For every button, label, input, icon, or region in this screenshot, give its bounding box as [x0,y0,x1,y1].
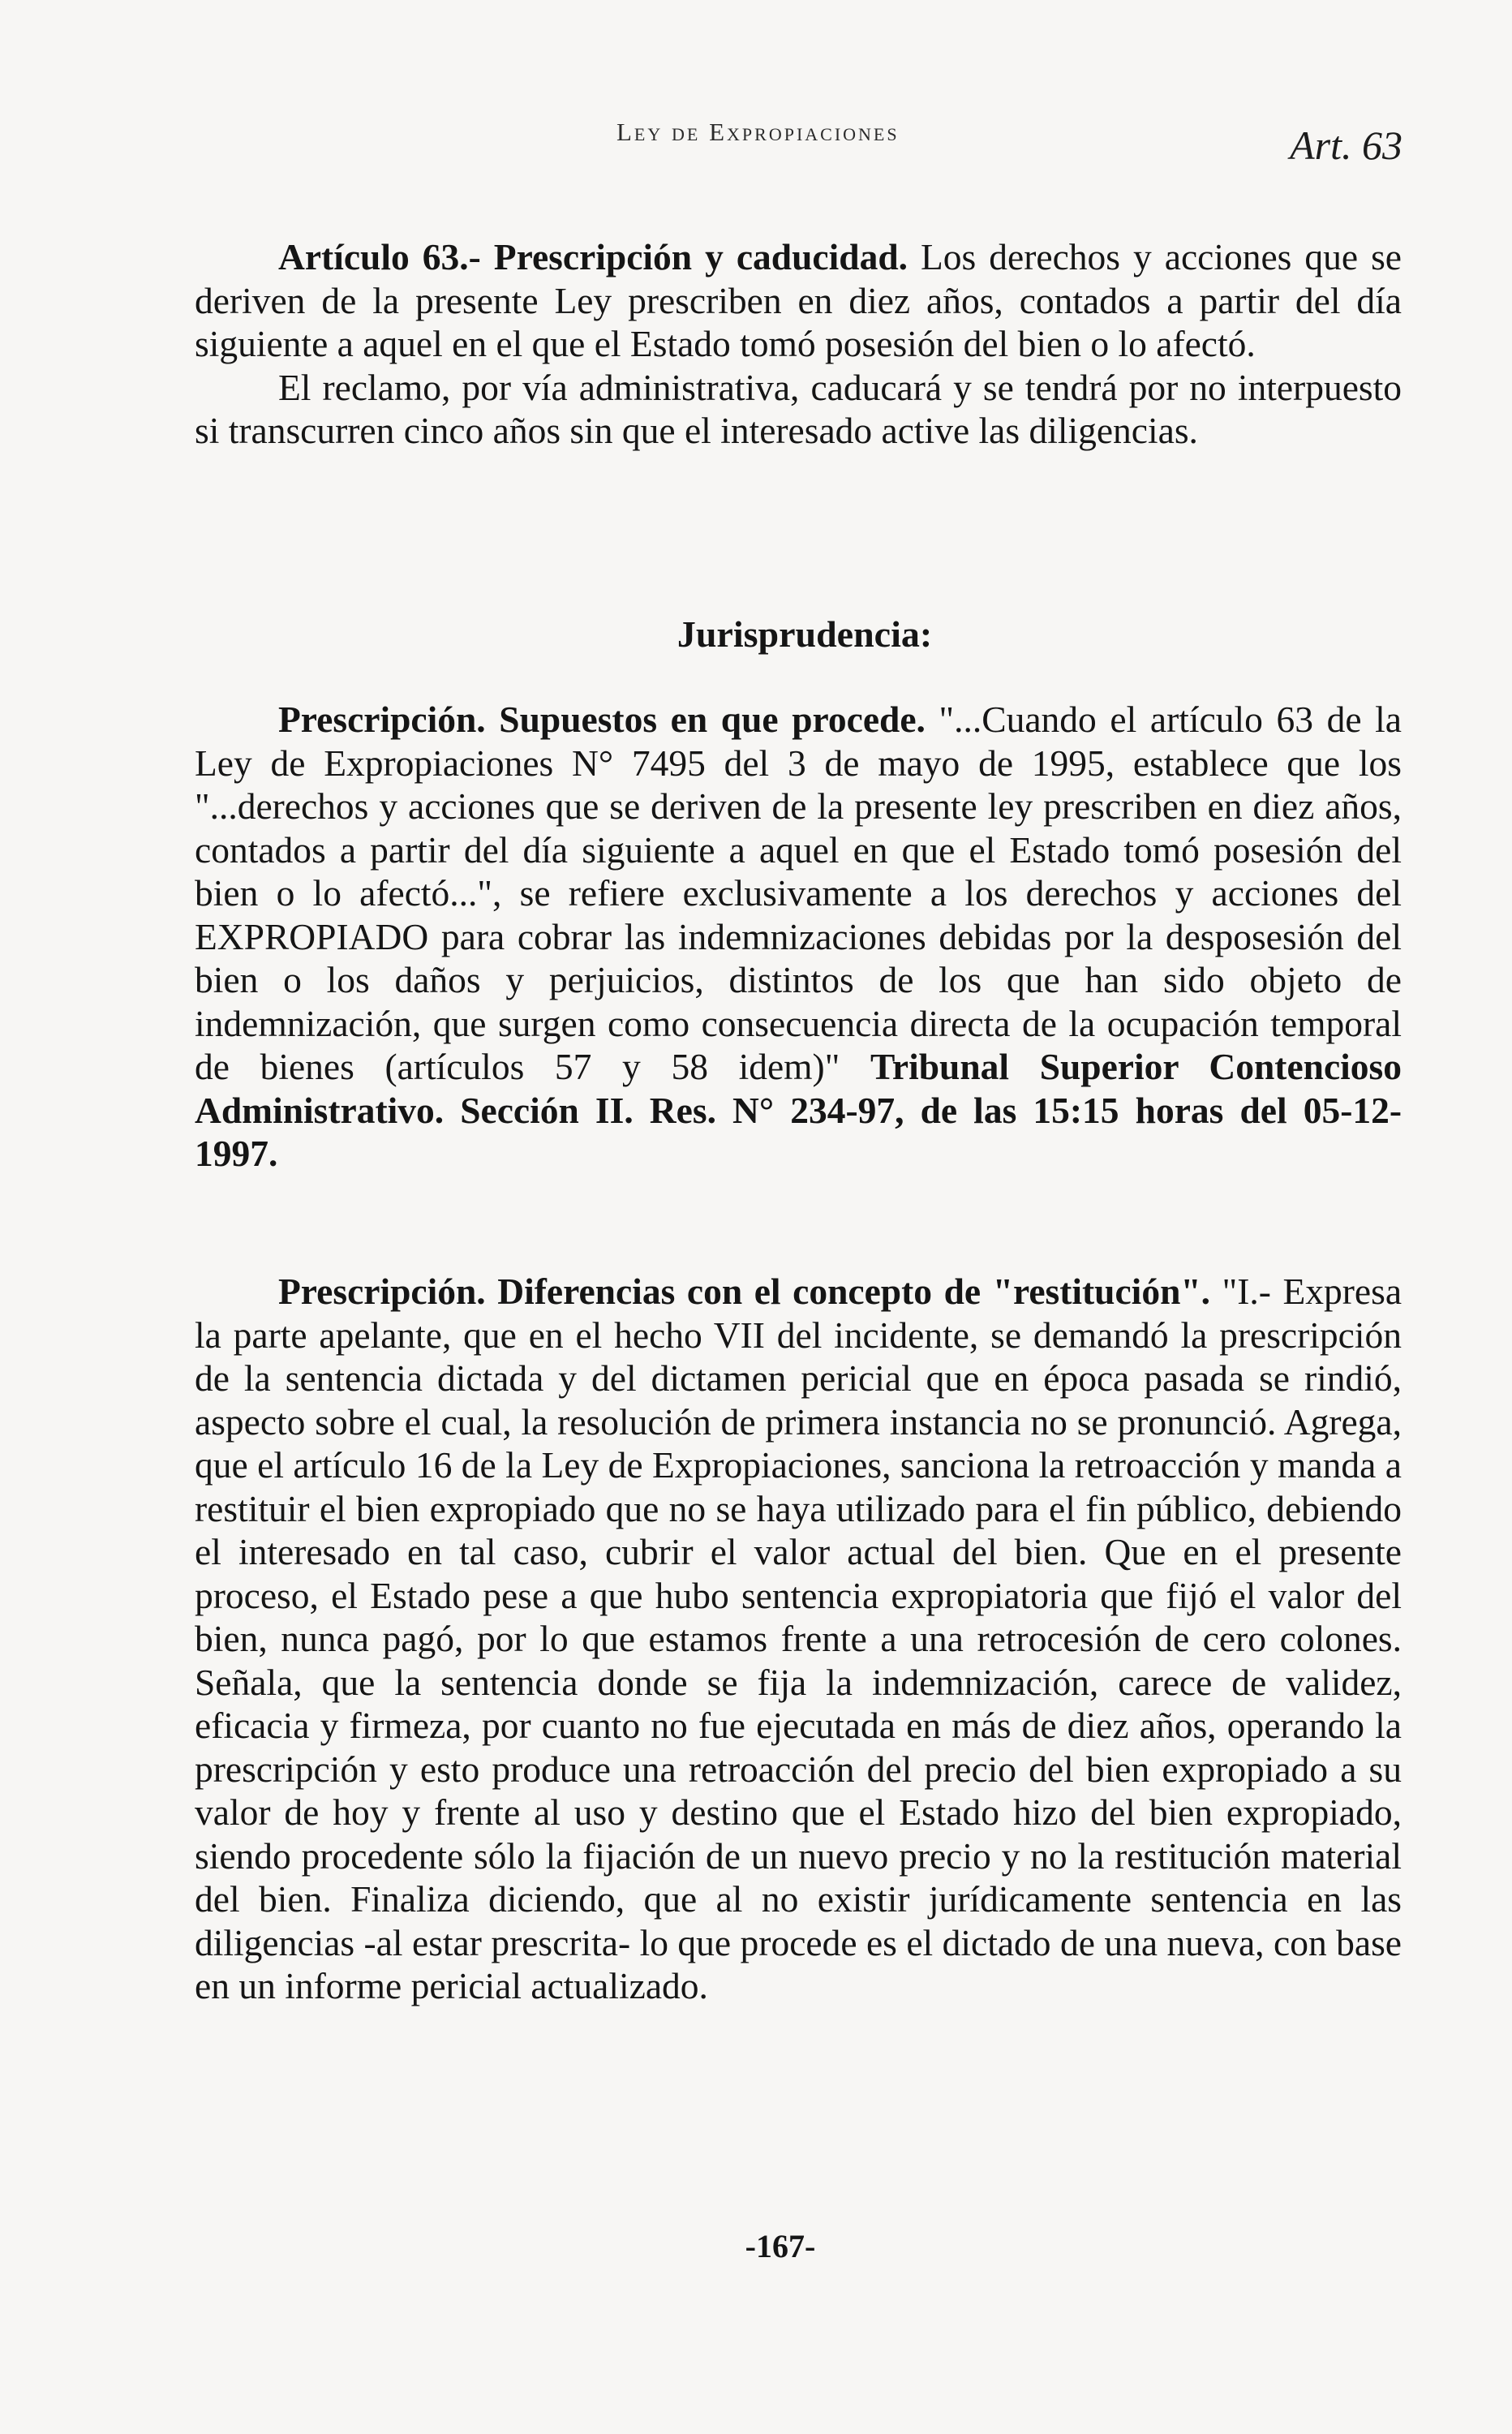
article-paragraph-1-text: Los derechos y acciones que se deriven de la presente Ley prescriben en diez años, contados a partir del día siguiente a aquel en el que el Estado tomó posesión del bien o lo afectó. [195,236,1402,364]
article-paragraph-1 [195,235,1402,366]
jurisprudence-heading: Jurisprudencia: [677,613,933,655]
jurisprudence-entry [195,698,1402,1176]
jurisprudence-entry-2 [195,1270,1402,2008]
article-paragraph-2: El reclamo, por vía administrativa, caducará y se tendrá por no interpuesto si transcurren cinco años sin que el interesado active las diligencias. [195,366,1402,451]
article-reference: Art. 63 [1290,123,1402,168]
running-header-title: Ley de Expropiaciones [616,118,900,146]
entry-citation: Tribunal Superior Contencioso Administrativo. Sección II. Res. N° 234-97, de las 15:15 horas del 05-12-1997. [195,1046,1402,1174]
entry-title: Prescripción. Supuestos en que procede. [278,699,926,740]
jurisprudence-entry-1 [195,698,1402,1176]
entry-title: Prescripción. Diferencias con el concepto de "restitución". [278,1271,1211,1312]
article-title: Artículo 63.- Prescripción y caducidad. [278,236,908,277]
page-number: -167- [745,2228,816,2264]
entry-text: "...Cuando el artículo 63 de la Ley de Expropiaciones N° 7495 del 3 de mayo de 1995, establece que los "...derechos y acciones que se deriven de la presente ley prescriben en diez años, contados a partir del día siguiente a aquel en que el Estado tomó posesión del bien o lo afectó...", se refiere exclusivamente a los derechos y acciones del EXPROPIADO para cobrar las indemnizaciones debidas por la desposesión del bien o los daños y perjuicios, distintos de los que han sido objeto de indemnización, que surgen como consecuencia directa de la ocupación temporal de bienes (artículos 57 y 58 idem)" [195,699,1402,1087]
entry-text: "I.- Expresa la parte apelante, que en el hecho VII del incidente, se demandó la prescripción de la sentencia dictada y del dictamen pericial que en época pasada se rindió, aspecto sobre el cual, la resolución de primera instancia no se pronunció. Agrega, que el artículo 16 de la Ley de Expropiaciones, sanciona la retroacción y manda a restituir el bien expropiado que no se haya utilizado para el fin público, debiendo el interesado en tal caso, cubrir el valor actual del bien. Que en el presente proceso, el Estado pese a que hubo sentencia expropiatoria que fijó el valor del bien, nunca pagó, por lo que estamos frente a una retrocesión de cero colones. Señala, que la sentencia donde se fija la indemnización, carece de validez, eficacia y firmeza, por cuanto no fue ejecutada en más de diez años, operando la prescripción y esto produce una retroacción del precio del bien expropiado a su valor de hoy y frente al uso y destino que el Estado hizo del bien expropiado, siendo procedente sólo la fijación de un nuevo precio y no la restitución material del bien. Finaliza diciendo, que al no existir jurídicamente sentencia en las diligencias -al estar prescrita- lo que procede es el dictado de una nueva, con base en un informe pericial actualizado. [195,1271,1402,2006]
article-63-text [195,235,1402,453]
jurisprudence-entry [195,1270,1402,2008]
